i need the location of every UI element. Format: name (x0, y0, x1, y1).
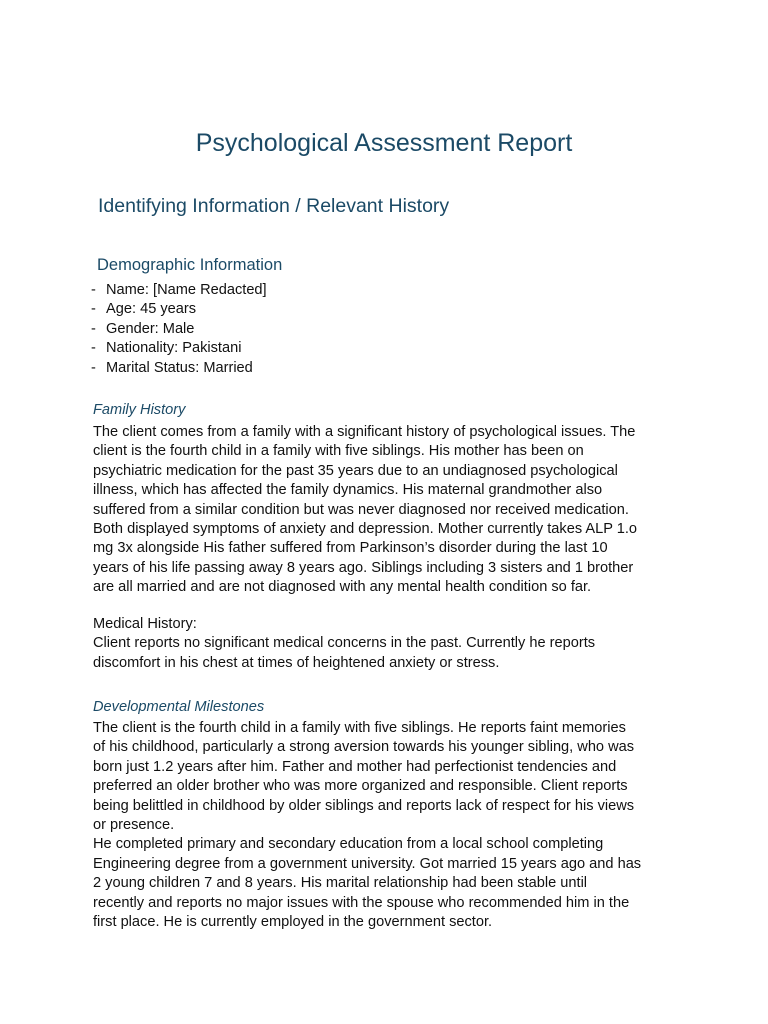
paragraph-line: being belittled in childhood by older siblings and reports lack of respect for his views (93, 797, 635, 814)
family-history-paragraph (93, 423, 637, 598)
list-item (91, 281, 267, 300)
paragraph-line: are all married and are not diagnosed with any mental health condition so far. (93, 579, 592, 596)
demographic-age: Age: 45 years (106, 301, 197, 318)
paragraph-line: Engineering degree from a government university. Got married 15 years ago and has (93, 855, 642, 872)
list-item (91, 300, 267, 319)
paragraph-line: Client reports no significant medical concerns in the past. Currently he reports (93, 635, 596, 652)
paragraph-line: or presence. (93, 817, 175, 834)
paragraph-line: 2 young children 7 and 8 years. His marital relationship had been stable until (93, 875, 588, 892)
medical-history-heading: Medical History: (93, 616, 197, 632)
family-history-heading: Family History (93, 402, 186, 418)
demographic-list (91, 281, 267, 378)
paragraph-line: client is the fourth child in a family with five siblings. His mother has been on (93, 443, 584, 460)
paragraph-line: mg 3x alongside His father suffered from Parkinson’s disorder during the last 10 (93, 540, 608, 557)
developmental-milestones-paragraph (93, 719, 641, 932)
list-dash: - (91, 359, 96, 376)
list-item (91, 359, 267, 378)
list-dash: - (91, 340, 96, 357)
paragraph-line: He completed primary and secondary education from a local school completing (93, 836, 604, 853)
list-item (91, 339, 267, 358)
paragraph-line: discomfort in his chest at times of heightened anxiety or stress. (93, 654, 500, 671)
demographic-name: Name: [Name Redacted] (106, 282, 267, 298)
paragraph-line: first place. He is currently employed in the government sector. (93, 914, 493, 931)
list-dash: - (91, 320, 96, 337)
paragraph-line: illness, which has affected the family dynamics. His maternal grandmother also (93, 482, 603, 499)
paragraph-line: born just 1.2 years after him. Father and mother had perfectionist tendencies and (93, 758, 617, 775)
list-dash: - (91, 301, 96, 318)
page-title: Psychological Assessment Report (195, 129, 573, 157)
paragraph-line: The client comes from a family with a significant history of psychological issues. The (93, 424, 636, 440)
list-dash: - (91, 282, 96, 298)
paragraph-line: preferred an older brother who was more organized and responsible. Client reports (93, 778, 628, 795)
medical-history-paragraph (93, 615, 595, 673)
paragraph-line: recently and reports no major issues with the spouse who recommended him in the (93, 894, 630, 911)
demographic-marital-status: Marital Status: Married (106, 359, 253, 376)
demographic-nationality: Nationality: Pakistani (106, 340, 242, 357)
paragraph-line: The client is the fourth child in a family with five siblings. He reports faint memories (93, 720, 626, 736)
section-heading-identifying-information: Identifying Information / Relevant History (98, 195, 450, 217)
demographic-information-heading: Demographic Information (97, 256, 283, 274)
paragraph-line: psychiatric medication for the past 35 years due to an undiagnosed psychological (93, 462, 618, 479)
list-item (91, 320, 267, 339)
paragraph-line: of his childhood, particularly a strong aversion towards his younger sibling, who was (93, 739, 635, 756)
paragraph-line: suffered from a similar condition but was never diagnosed nor received medication. (93, 501, 629, 518)
paragraph-line: Both displayed symptoms of anxiety and depression. Mother currently takes ALP 1.o (93, 521, 638, 538)
developmental-milestones-heading: Developmental Milestones (93, 699, 265, 715)
paragraph-line: years of his life passing away 8 years ago. Siblings including 3 sisters and 1 brother (93, 559, 634, 576)
demographic-gender: Gender: Male (106, 320, 195, 337)
